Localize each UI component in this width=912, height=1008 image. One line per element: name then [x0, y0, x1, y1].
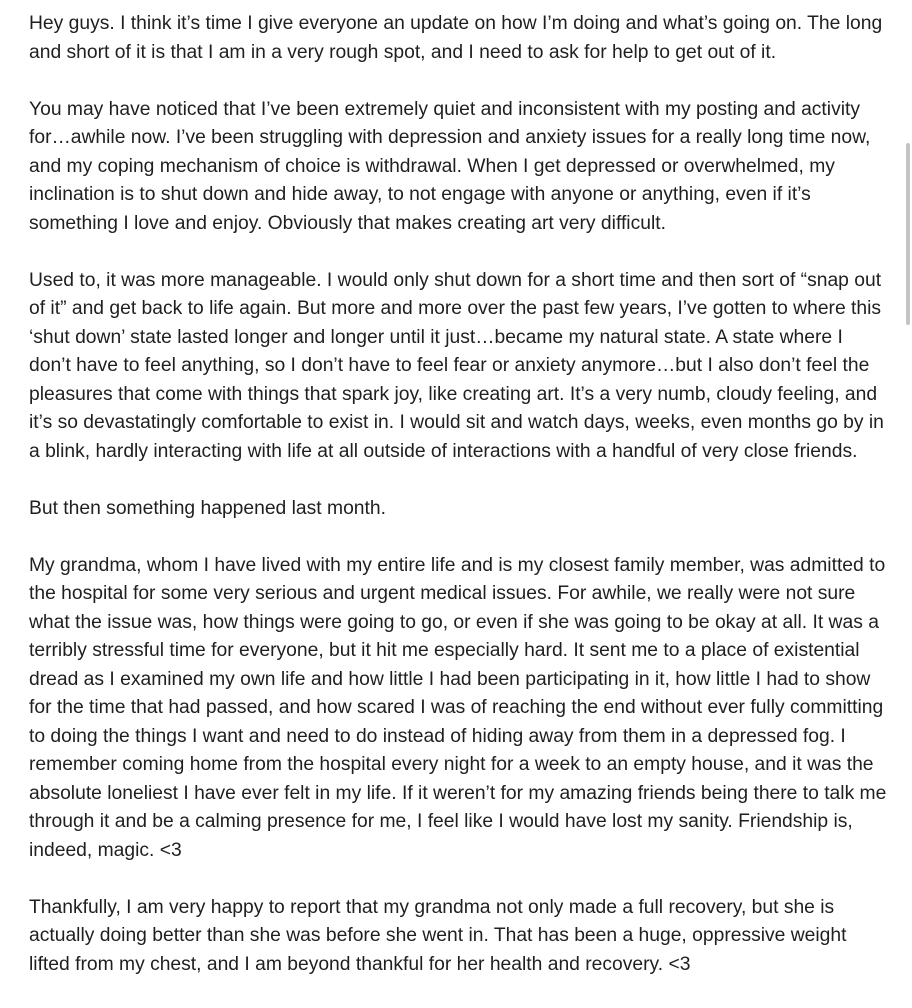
paragraph-depression: You may have noticed that I’ve been extremely quiet and inconsistent with my posting and activity for…awhile now. I’ve been struggling with depression and anxiety issues for a really long time now, and my coping mechanism of choice is withdrawal. When I get depressed or overwhelmed, my inclination is to shut down and hide away, to not engage with anyone or anything, even if it’s something I love and enjoy. Obviously that makes creating art very difficult.	[29, 98, 871, 234]
paragraph-recovery: Thankfully, I am very happy to report that my grandma not only made a full recovery, but she is actually doing better than she was before she went in. That has been a huge, oppressive weight lifted from my chest, and I am beyond thankful for her health and recovery. <3	[29, 896, 847, 975]
paragraph-shut-down: Used to, it was more manageable. I would only shut down for a short time and then sort of “snap out of it” and get back to life again. But more and more over the past few years, I’ve gotten to where this ‘shut down’ state lasted longer and longer until it just…became my natural state. A state where I don’t have to feel anything, so I don’t have to feel fear or anxiety anymore…but I also don’t feel the pleasures that come with things that spark joy, like creating art. It’s a very numb, cloudy feeling, and it’s so devastatingly comfortable to exist in. I would sit and watch days, weeks, even months go by in a blink, hardly interacting with life at all outside of interactions with a handful of very close friends.	[29, 269, 884, 462]
paragraph-last-month: But then something happened last month.	[29, 497, 386, 519]
post-body	[29, 10, 889, 1008]
scrollbar-thumb[interactable]	[906, 143, 910, 325]
paragraph-grandma-hospital: My grandma, whom I have lived with my entire life and is my closest family member, was admitted to the hospital for some very serious and urgent medical issues. For awhile, we really were not sure what the issue was, how things were going to go, or even if she was going to be okay at all. It was a terribly stressful time for everyone, but it hit me especially hard. It sent me to a place of existential dread as I examined my own life and how little I had been participating in it, how little I had to show for the time that had passed, and how scared I was of reaching the end without ever fully committing to doing the things I want and need to do instead of hiding away from them in a depressed fog. I remember coming home from the hospital every night for a week to an empty house, and it was the absolute loneliest I have ever felt in my life. If it weren’t for my amazing friends being there to talk me through it and be a calming presence for me, I feel like I would have lost my sanity. Friendship is, indeed, magic. <3	[29, 554, 887, 861]
paragraph-update-intro: Hey guys. I think it’s time I give everyone an update on how I’m doing and what’s going on. The long and short of it is that I am in a very rough spot, and I need to ask for help to get out of it.	[29, 13, 883, 63]
